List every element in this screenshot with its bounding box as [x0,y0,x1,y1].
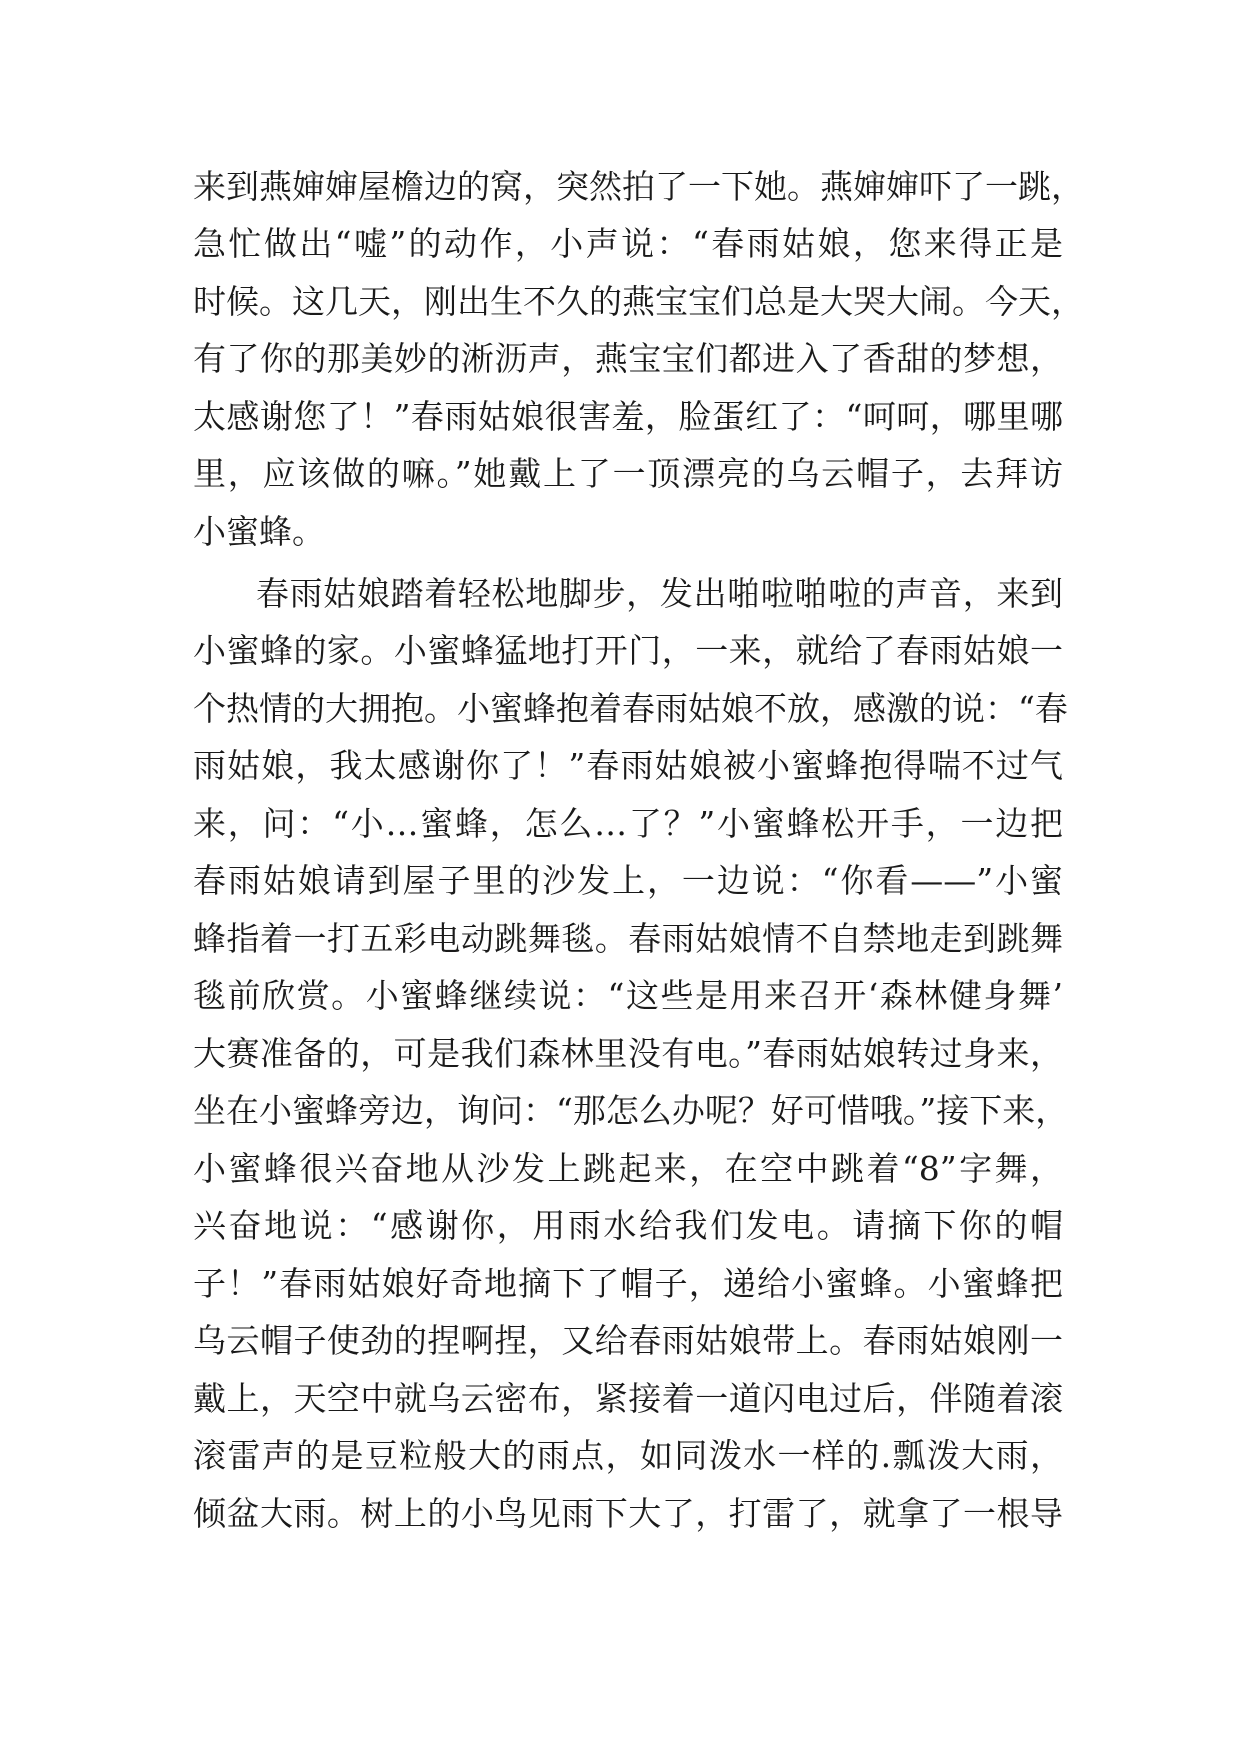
text-line: 急忙做出“嘘”的动作，小声说：“春雨姑娘，您来得正是 [193,224,1063,263]
text-line: 小蜜蜂。 [193,512,325,551]
text-line: 兴奋地说：“感谢你，用雨水给我们发电。请摘下你的帽 [193,1206,1063,1245]
text-line: 来到燕婶婶屋檐边的窝，突然拍了一下她。燕婶婶吓了一跳， [193,167,1084,206]
text-line: 个热情的大拥抱。小蜜蜂抱着春雨姑娘不放，感激的说：“春 [193,689,1068,728]
paragraph-first-line: 春雨姑娘踏着轻松地脚步，发出啪啦啪啦的声音，来到 [256,574,1063,613]
text-line: 小蜜蜂的家。小蜜蜂猛地打开门，一来，就给了春雨姑娘一 [193,631,1063,670]
text-line: 蜂指着一打五彩电动跳舞毯。春雨姑娘情不自禁地走到跳舞 [193,919,1063,958]
text-line: 大赛准备的，可是我们森林里没有电。”春雨姑娘转过身来， [193,1034,1063,1073]
text-line: 里，应该做的嘛。”她戴上了一顶漂亮的乌云帽子，去拜访 [193,454,1063,493]
text-line: 滚雷声的是豆粒般大的雨点，如同泼水一样的.瓢泼大雨， [193,1436,1063,1475]
text-line: 雨姑娘，我太感谢你了！”春雨姑娘被小蜜蜂抱得喘不过气 [193,746,1063,785]
text-line: 有了你的那美妙的淅沥声，燕宝宝们都进入了香甜的梦想， [193,339,1063,378]
text-line: 小蜜蜂很兴奋地从沙发上跳起来，在空中跳着“8”字舞， [193,1149,1063,1188]
text-line: 坐在小蜜蜂旁边，询问：“那怎么办呢？好可惜哦。”接下来， [193,1091,1069,1130]
text-line: 春雨姑娘请到屋子里的沙发上，一边说：“你看——”小蜜 [193,861,1063,900]
text-line: 毯前欣赏。小蜜蜂继续说：“这些是用来召开‘森林健身舞’ [193,976,1063,1015]
text-line: 乌云帽子使劲的捏啊捏，又给春雨姑娘带上。春雨姑娘刚一 [193,1321,1063,1360]
text-line: 太感谢您了！”春雨姑娘很害羞，脸蛋红了：“呵呵，哪里哪 [193,397,1063,436]
text-line: 戴上，天空中就乌云密布，紧接着一道闪电过后，伴随着滚 [193,1379,1063,1418]
text-line: 时候。这几天，刚出生不久的燕宝宝们总是大哭大闹。今天， [193,282,1084,321]
text-line: 来，问：“小…蜜蜂，怎么…了？”小蜜蜂松开手，一边把 [193,804,1063,843]
text-line: 倾盆大雨。树上的小鸟见雨下大了，打雷了，就拿了一根导 [193,1494,1063,1533]
text-line: 子！”春雨姑娘好奇地摘下了帽子，递给小蜜蜂。小蜜蜂把 [193,1264,1063,1303]
